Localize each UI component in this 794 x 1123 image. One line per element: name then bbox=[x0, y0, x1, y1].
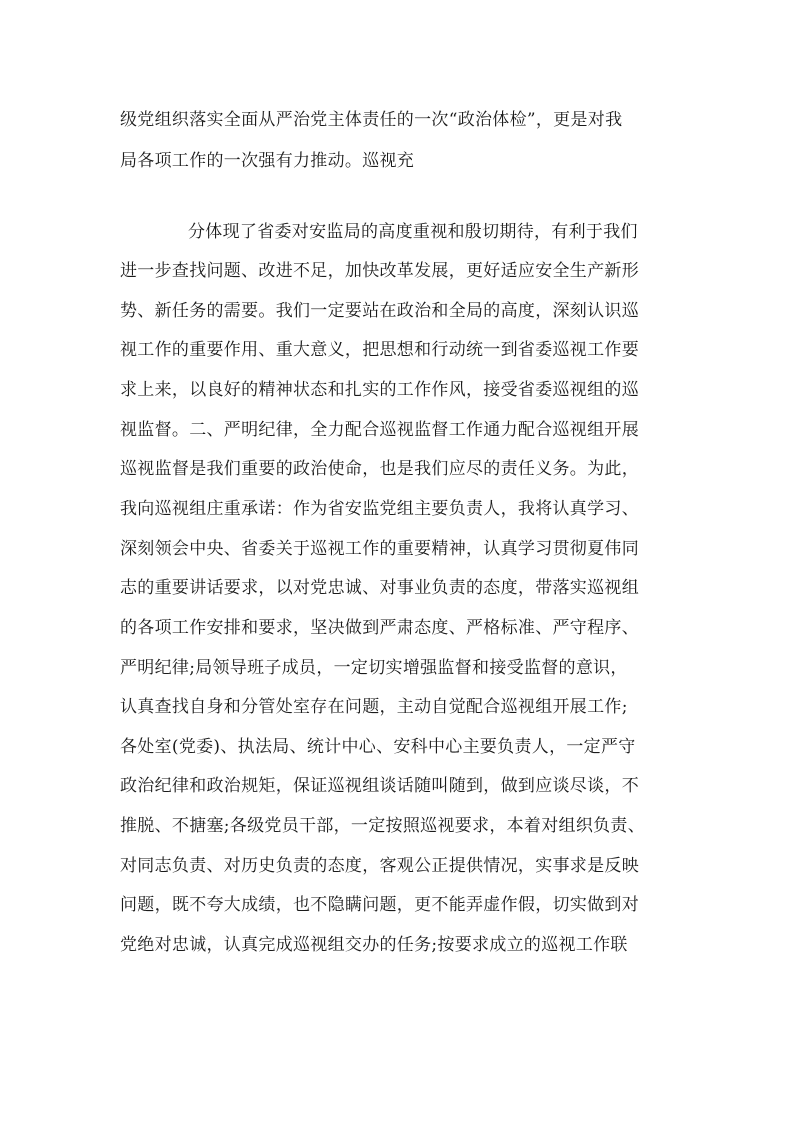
text-line: 视工作的重要作用、重大意义，把思想和行动统一到省委巡视工作要 bbox=[120, 340, 639, 360]
text-line: 党绝对忠诚，认真完成巡视组交办的任务;按要求成立的巡视工作联 bbox=[120, 935, 628, 955]
text-line: 视监督。二、严明纪律，全力配合巡视监督工作通力配合巡视组开展 bbox=[120, 420, 639, 440]
text-line: 我向巡视组庄重承诺：作为省安监党组主要负责人，我将认真学习、 bbox=[120, 499, 639, 519]
text-line: 势、新任务的需要。我们一定要站在政治和全局的高度，深刻认识巡 bbox=[120, 301, 639, 321]
text-line: 深刻领会中央、省委关于巡视工作的重要精神，认真学习贯彻夏伟同 bbox=[120, 539, 639, 559]
text-line: 推脱、不搪塞;各级党员干部，一定按照巡视要求，本着对组织负责、 bbox=[120, 816, 646, 836]
text-line: 级党组织落实全面从严治党主体责任的一次“政治体检”，更是对我 bbox=[120, 110, 623, 130]
text-line: 志的重要讲话要求，以对党忠诚、对事业负责的态度，带落实巡视组 bbox=[120, 578, 639, 598]
text-line: 政治纪律和政治规矩，保证巡视组谈话随叫随到，做到应谈尽谈，不 bbox=[120, 776, 639, 796]
text-line: 问题，既不夸大成绩，也不隐瞒问题，更不能弄虚作假，切实做到对 bbox=[120, 895, 639, 915]
text-line: 进一步查找问题、改进不足，加快改革发展，更好适应安全生产新形 bbox=[120, 261, 639, 281]
text-line: 认真查找自身和分管处室存在问题，主动自觉配合巡视组开展工作; bbox=[120, 697, 628, 717]
text-line: 严明纪律;局领导班子成员，一定切实增强监督和接受监督的意识， bbox=[120, 658, 628, 678]
text-line: 对同志负责、对历史负责的态度，客观公正提供情况，实事求是反映 bbox=[120, 856, 639, 876]
text-line: 的各项工作安排和要求，坚决做到严肃态度、严格标准、严守程序、 bbox=[120, 618, 639, 638]
paragraph-first-line: 分体现了省委对安监局的高度重视和殷切期待，有利于我们 bbox=[188, 222, 638, 242]
text-line: 局各项工作的一次强有力推动。巡视充 bbox=[120, 151, 415, 171]
text-line: 巡视监督是我们重要的政治使命，也是我们应尽的责任义务。为此， bbox=[120, 459, 639, 479]
text-line: 求上来，以良好的精神状态和扎实的工作作风，接受省委巡视组的巡 bbox=[120, 380, 639, 400]
text-line: 各处室(党委)、执法局、统计中心、安科中心主要负责人，一定严守 bbox=[120, 737, 636, 757]
